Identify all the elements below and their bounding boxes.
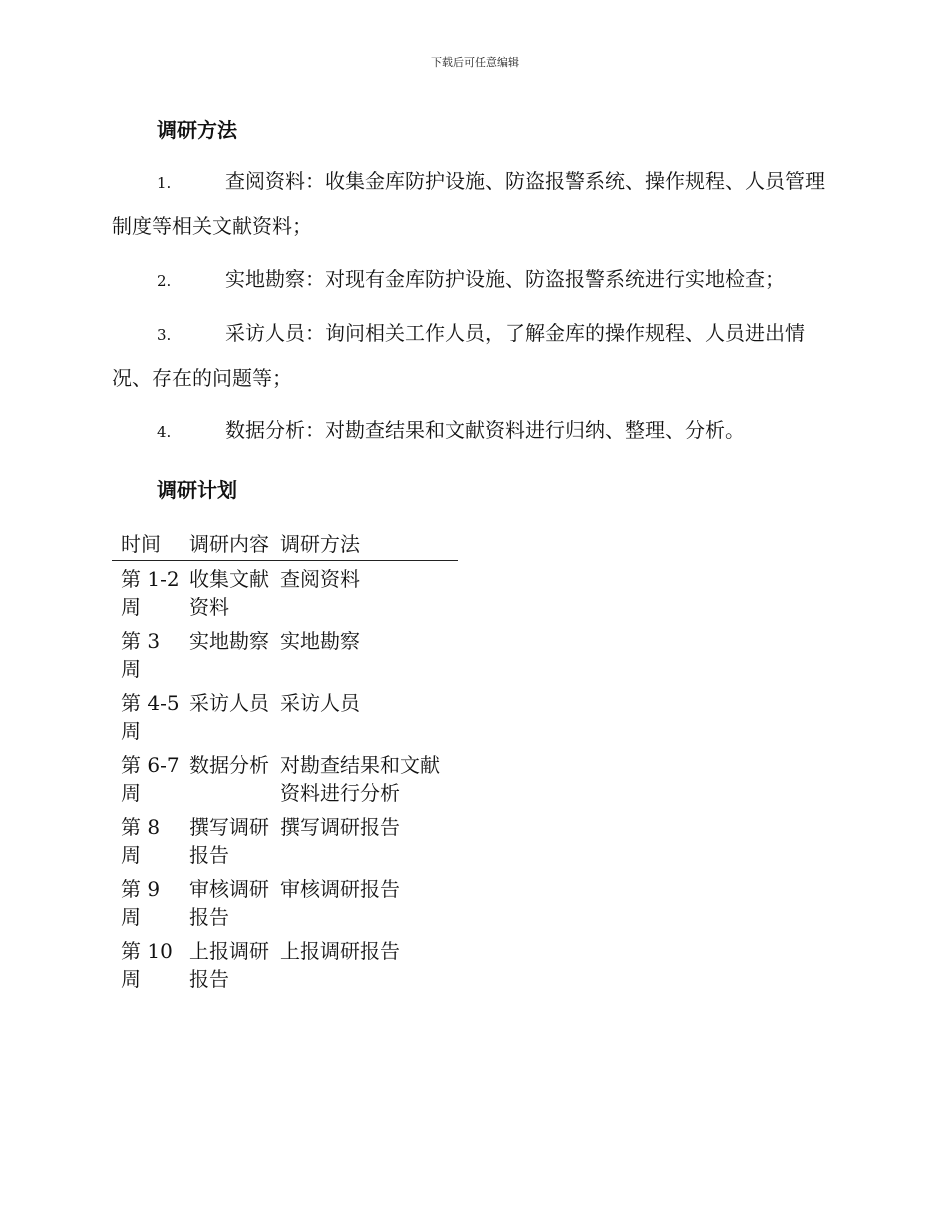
cell-method: 审核调研报告 <box>280 877 400 901</box>
cell-method: 查阅资料 <box>280 567 360 591</box>
table-row <box>112 747 458 809</box>
item-text: 实地勘察：对现有金库防护设施、防盗报警系统进行实地检查； <box>225 267 785 291</box>
cell-time: 第 6-7 周 <box>121 753 180 805</box>
cell-method: 实地勘察 <box>280 629 360 653</box>
cell-method: 采访人员 <box>280 691 360 715</box>
item-text: 采访人员：询问相关工作人员，了解金库的操作规程、人员进出情况、存在的问题等； <box>112 321 805 390</box>
cell-content: 审核调研报告 <box>189 877 269 929</box>
table-header-row <box>112 528 458 561</box>
method-item-1 <box>112 160 836 248</box>
table-row <box>112 933 458 995</box>
table-row <box>112 561 458 624</box>
column-header-time: 时间 <box>112 528 180 561</box>
item-number: 4. <box>157 423 172 441</box>
cell-time: 第 8 周 <box>121 815 161 867</box>
cell-time: 第 3 周 <box>121 629 161 681</box>
cell-method: 对勘查结果和文献资料进行分析 <box>280 753 440 805</box>
cell-time: 第 9 周 <box>121 877 161 929</box>
method-item-3 <box>112 312 836 400</box>
item-number: 1. <box>157 174 172 192</box>
cell-method: 撰写调研报告 <box>280 815 400 839</box>
cell-content: 上报调研报告 <box>189 939 269 991</box>
table-row <box>112 809 458 871</box>
table-row <box>112 871 458 933</box>
section-title-plan: 调研计划 <box>157 478 237 502</box>
method-item-2 <box>112 258 836 303</box>
plan-table <box>112 528 458 995</box>
section-title-methods: 调研方法 <box>157 118 237 142</box>
cell-time: 第 1-2 周 <box>121 567 180 619</box>
cell-time: 第 10 周 <box>121 939 173 991</box>
item-number: 3. <box>157 326 172 344</box>
cell-time: 第 4-5 周 <box>121 691 180 743</box>
item-text: 查阅资料：收集金库防护设施、防盗报警系统、操作规程、人员管理制度等相关文献资料； <box>112 169 825 238</box>
page-header: 下载后可任意编辑 <box>431 56 519 69</box>
column-header-content: 调研内容 <box>180 528 271 561</box>
cell-content: 数据分析 <box>189 753 269 777</box>
item-text: 数据分析：对勘查结果和文献资料进行归纳、整理、分析。 <box>225 418 745 442</box>
cell-content: 采访人员 <box>189 691 269 715</box>
cell-content: 撰写调研报告 <box>189 815 269 867</box>
cell-method: 上报调研报告 <box>280 939 400 963</box>
cell-content: 实地勘察 <box>189 629 269 653</box>
table-row <box>112 685 458 747</box>
item-number: 2. <box>157 272 172 290</box>
method-item-4 <box>112 409 836 454</box>
column-header-method: 调研方法 <box>271 528 458 561</box>
table-row <box>112 623 458 685</box>
cell-content: 收集文献资料 <box>189 567 269 619</box>
